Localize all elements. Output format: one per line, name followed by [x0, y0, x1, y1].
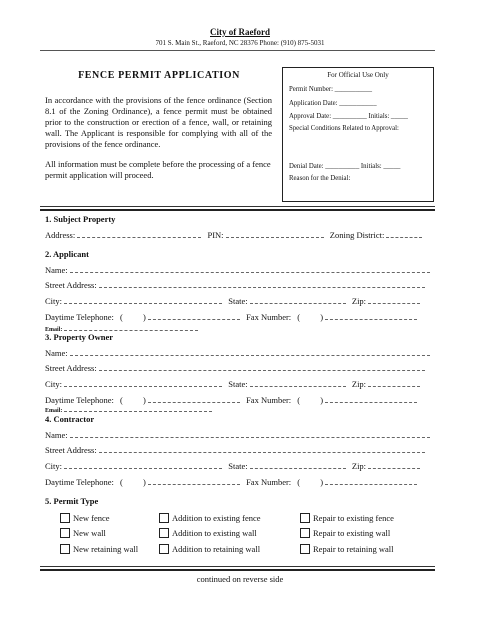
contractor-street-label: Street Address:: [45, 445, 97, 455]
subject-address-field[interactable]: [77, 230, 201, 238]
applicant-phone-label: Daytime Telephone:: [45, 312, 114, 322]
new-retaining-wall-checkbox[interactable]: [60, 544, 70, 554]
applicant-phone-paren-open: (: [120, 312, 123, 322]
section-permit-type-heading: 5. Permit Type: [45, 496, 99, 506]
new-fence-checkbox[interactable]: [60, 513, 70, 523]
intro-paragraph: In accordance with the provisions of the fence ordinance (Section 8.1 of the Zoning Ordinance), a fence permit must be obtained prior to the construction or erection of a fence, wall, or retaining wall. The Applicant is responsible for complying with all of the provisions of the fence ordinance.: [45, 95, 272, 149]
owner-name-field[interactable]: [70, 348, 430, 356]
owner-phone-row: [45, 395, 417, 405]
addition-existing-wall-checkbox[interactable]: [159, 528, 169, 538]
applicant-street-field[interactable]: [99, 280, 425, 288]
contractor-name-label: Name:: [45, 430, 68, 440]
owner-street-label: Street Address:: [45, 363, 97, 373]
owner-city-row: [45, 379, 420, 389]
contractor-phone-field[interactable]: [148, 477, 240, 485]
applicant-state-field[interactable]: [250, 296, 346, 304]
official-denial-reason: Reason for the Denial:: [289, 175, 351, 182]
completion-notice: All information must be complete before the processing of a fence permit application will proceed.: [45, 159, 271, 180]
contractor-phone-row: [45, 477, 417, 487]
contractor-phone-label: Daytime Telephone:: [45, 477, 114, 487]
subject-pin-field[interactable]: [226, 230, 324, 238]
owner-email-field[interactable]: [64, 406, 212, 412]
official-denial-date: Denial Date: __________ Initials: _____: [289, 163, 401, 170]
section-rule-bottom: [40, 209, 435, 211]
subject-address-label: Address:: [45, 230, 76, 240]
repair-retaining-wall-label: Repair to retaining wall: [313, 544, 394, 554]
owner-city-field[interactable]: [64, 379, 222, 387]
addition-existing-fence-checkbox[interactable]: [159, 513, 169, 523]
new-fence-label: New fence: [73, 513, 110, 523]
contractor-street-row: [45, 445, 425, 455]
owner-phone-paren-open: (: [120, 395, 123, 405]
addition-retaining-wall-label: Addition to retaining wall: [172, 544, 261, 554]
contractor-fax-paren-open: (: [297, 477, 301, 487]
contractor-city-label: City:: [45, 461, 63, 471]
owner-fax-label: Fax Number:: [246, 395, 292, 405]
contractor-state-field[interactable]: [250, 461, 346, 469]
subject-address-row: [45, 230, 422, 240]
owner-fax-field[interactable]: [325, 395, 417, 403]
new-retaining-wall-label: New retaining wall: [73, 544, 139, 554]
applicant-city-row: [45, 296, 420, 306]
owner-phone-field[interactable]: [148, 395, 240, 403]
applicant-fax-paren-open: (: [297, 312, 301, 322]
repair-retaining-wall-checkbox[interactable]: [300, 544, 310, 554]
applicant-zip-field[interactable]: [368, 296, 420, 304]
contractor-city-field[interactable]: [64, 461, 222, 469]
new-wall-checkbox[interactable]: [60, 528, 70, 538]
contractor-city-row: [45, 461, 420, 471]
owner-fax-paren-open: (: [297, 395, 301, 405]
applicant-name-label: Name:: [45, 265, 68, 275]
owner-state-field[interactable]: [250, 379, 346, 387]
page-title: FENCE PERMIT APPLICATION: [78, 70, 240, 81]
official-permit-number: Permit Number: ___________: [289, 86, 373, 93]
subject-pin-label: PIN:: [207, 230, 224, 240]
contractor-phone-paren-close: ): [142, 477, 146, 487]
owner-zip-field[interactable]: [368, 379, 420, 387]
city-address: 701 S. Main St., Raeford, NC 28376 Phone: (910) 875-5031: [155, 39, 325, 47]
header-rule: [40, 50, 435, 51]
applicant-email-field[interactable]: [64, 325, 198, 331]
applicant-zip-label: Zip:: [351, 296, 367, 306]
owner-zip-label: Zip:: [351, 379, 367, 389]
repair-existing-fence-checkbox[interactable]: [300, 513, 310, 523]
applicant-phone-field[interactable]: [148, 312, 240, 320]
repair-existing-fence-label: Repair to existing fence: [313, 513, 394, 523]
applicant-fax-paren-close: ): [320, 312, 324, 322]
official-use-title: For Official Use Only: [327, 71, 389, 79]
section-applicant-heading: 2. Applicant: [45, 249, 89, 259]
contractor-street-field[interactable]: [99, 445, 425, 453]
owner-fax-paren-close: ): [320, 395, 324, 405]
section-contractor-heading: 4. Contractor: [45, 414, 95, 424]
applicant-fax-label: Fax Number:: [246, 312, 292, 322]
owner-street-row: [45, 363, 425, 373]
applicant-email-label: Email:: [45, 327, 63, 333]
section-owner-heading: 3. Property Owner: [45, 332, 114, 342]
owner-city-label: City:: [45, 379, 63, 389]
contractor-zip-field[interactable]: [368, 461, 420, 469]
repair-existing-wall-label: Repair to existing wall: [313, 528, 391, 538]
applicant-phone-row: [45, 312, 417, 322]
continued-note: continued on reverse side: [196, 574, 284, 584]
contractor-zip-label: Zip:: [351, 461, 367, 471]
applicant-city-field[interactable]: [64, 296, 222, 304]
addition-retaining-wall-checkbox[interactable]: [159, 544, 169, 554]
owner-state-label: State:: [228, 379, 248, 389]
owner-name-row: [45, 348, 430, 358]
section-rule-top: [40, 206, 435, 207]
contractor-fax-label: Fax Number:: [246, 477, 292, 487]
contractor-fax-field[interactable]: [325, 477, 417, 485]
applicant-street-label: Street Address:: [45, 280, 97, 290]
owner-name-label: Name:: [45, 348, 68, 358]
contractor-name-field[interactable]: [70, 430, 430, 438]
contractor-fax-paren-close: ): [320, 477, 324, 487]
applicant-state-label: State:: [228, 296, 248, 306]
contractor-state-label: State:: [228, 461, 248, 471]
footer-rule-top: [40, 566, 435, 567]
owner-phone-paren-close: ): [142, 395, 146, 405]
applicant-fax-field[interactable]: [325, 312, 417, 320]
new-wall-label: New wall: [73, 528, 106, 538]
contractor-phone-paren-open: (: [120, 477, 123, 487]
contractor-name-row: [45, 430, 430, 440]
official-application-date: Application Date: ___________: [289, 100, 377, 107]
official-approval-date: Approval Date: __________ Initials: _____: [289, 113, 408, 120]
applicant-street-row: [45, 280, 425, 290]
applicant-city-label: City:: [45, 296, 63, 306]
applicant-name-row: [45, 265, 430, 275]
subject-zoning-field[interactable]: [386, 230, 422, 238]
addition-existing-fence-label: Addition to existing fence: [172, 513, 261, 523]
subject-zoning-label: Zoning District:: [329, 230, 385, 240]
city-name: City of Raeford: [210, 27, 270, 37]
applicant-phone-paren-close: ): [142, 312, 146, 322]
applicant-name-field[interactable]: [70, 265, 430, 273]
footer-rule-bottom: [40, 569, 435, 571]
addition-existing-wall-label: Addition to existing wall: [172, 528, 257, 538]
owner-phone-label: Daytime Telephone:: [45, 395, 114, 405]
owner-email-label: Email:: [45, 408, 63, 414]
section-subject-heading: 1. Subject Property: [45, 214, 116, 224]
owner-street-field[interactable]: [99, 363, 425, 371]
owner-email-row: [45, 406, 212, 414]
official-special-conditions: Special Conditions Related to Approval:: [289, 125, 399, 132]
repair-existing-wall-checkbox[interactable]: [300, 528, 310, 538]
